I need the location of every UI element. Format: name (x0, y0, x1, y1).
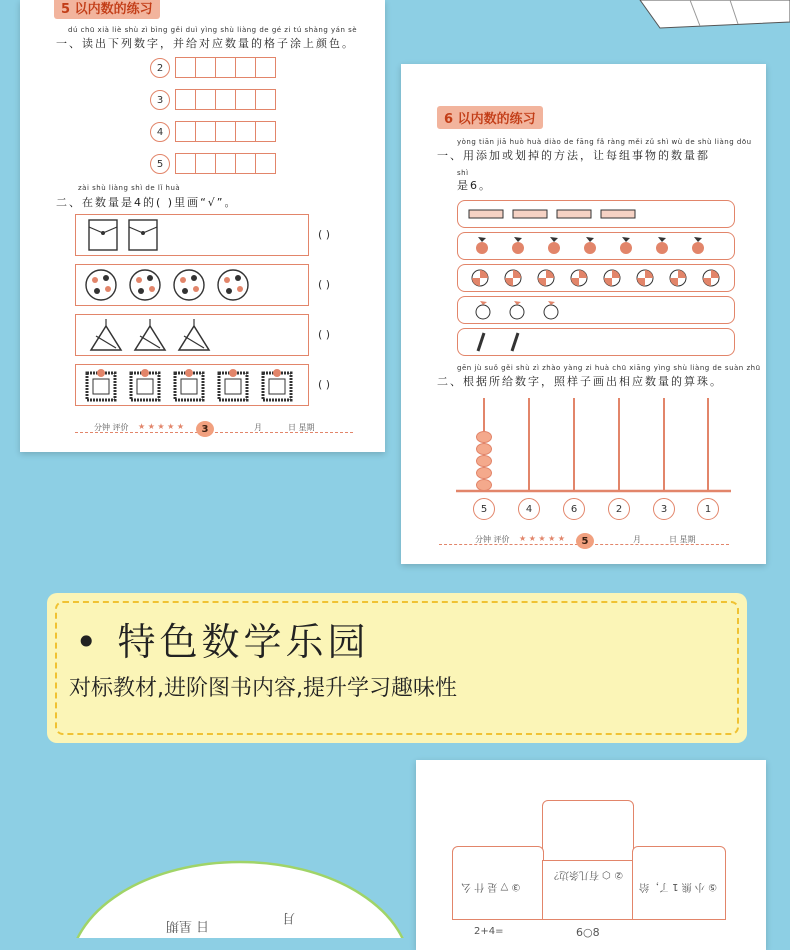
number-circle: 4 (150, 122, 170, 142)
fruit-icon (508, 236, 528, 256)
answer-paren[interactable]: ( ) (318, 228, 331, 241)
envelope-icon (128, 219, 158, 251)
q2-text: 二、在数量是4的( )里画“√”。 (56, 196, 238, 209)
ball-icon (536, 268, 556, 288)
abacus-rods (456, 394, 736, 494)
color-grid[interactable] (175, 89, 276, 110)
footer-stars: ★ ★ ★ ★ ★ (138, 422, 185, 431)
page-number: 5 (576, 533, 594, 549)
abacus-number: 5 (473, 498, 495, 520)
q1-pinyin: dú chū xià liè shù zì bìng gěi duì yìng shù liàng de gé zi tú shàng yán sè (68, 26, 358, 34)
bear-frame-icon (128, 368, 162, 402)
q1-pinyin: yòng tiān jiā huò huà diào de fāng fǎ ràng měi zǔ shì wù de shù liàng dōu (457, 138, 752, 146)
q2-text: 二、根据所给数字，照样子画出相应数量的算珠。 (437, 375, 723, 388)
page-title: 5 以内数的练习 (54, 0, 160, 19)
card-left (452, 846, 544, 920)
card-text: ⑤ 小 熊 1 了，给 (639, 881, 718, 892)
fruit-icon (688, 236, 708, 256)
ball-icon (503, 268, 523, 288)
corner-paper-decoration (630, 0, 790, 30)
card-text: 6○8 (576, 926, 600, 939)
row-erasers[interactable] (457, 200, 735, 228)
number-circle: 3 (150, 90, 170, 110)
triangle-instrument-icon (88, 318, 124, 352)
color-grid[interactable] (175, 121, 276, 142)
ball-icon (602, 268, 622, 288)
number-circle: 2 (150, 58, 170, 78)
q1-pinyin-2: shì (457, 169, 469, 177)
eraser-icon (512, 208, 548, 220)
q2-pinyin: zài shù liàng shì de lǐ huà (78, 184, 181, 192)
abacus-number: 4 (518, 498, 540, 520)
ball-icon (701, 268, 721, 288)
abacus-number: 6 (563, 498, 585, 520)
feature-banner (47, 593, 747, 743)
footer-month: 月 (633, 535, 641, 544)
triangle-instrument-icon (132, 318, 168, 352)
pencil-icon (508, 331, 522, 353)
envelope-icon (88, 219, 118, 251)
bear-frame-icon (216, 368, 250, 402)
answer-paren[interactable]: ( ) (318, 378, 331, 391)
row-pencils[interactable] (457, 328, 735, 356)
banner-subtitle: 对标教材,进阶图书内容,提升学习趣味性 (69, 676, 457, 701)
color-grid[interactable] (175, 153, 276, 174)
row-fruits[interactable] (457, 232, 735, 260)
eraser-icon (600, 208, 636, 220)
fruit-icon (472, 236, 492, 256)
round-page-decoration (60, 860, 420, 938)
answer-paren[interactable]: ( ) (318, 278, 331, 291)
heart-ball-icon (84, 268, 118, 302)
fruit-icon (580, 236, 600, 256)
apple-icon (506, 299, 528, 321)
footer-day-week: 日 星期 (669, 535, 696, 544)
bear-frame-icon (172, 368, 206, 402)
abacus-bead (476, 443, 492, 455)
round-page-month: 月 (282, 910, 296, 925)
bear-frame-icon (260, 368, 294, 402)
pencil-icon (474, 331, 488, 353)
eraser-icon (468, 208, 504, 220)
worksheet-page-cards (416, 760, 766, 950)
round-page-day-week: 日 星期 (166, 918, 210, 933)
ball-icon (635, 268, 655, 288)
q1-text: 一、用添加或划掉的方法，让每组事物的数量都 (437, 149, 710, 162)
bear-frame-icon (84, 368, 118, 402)
heart-ball-icon (128, 268, 162, 302)
card-middle (542, 860, 634, 920)
apple-icon (540, 299, 562, 321)
number-circle: 5 (150, 154, 170, 174)
ball-icon (668, 268, 688, 288)
footer-day-week: 日 星期 (288, 423, 315, 432)
q2-pinyin: gēn jù suǒ gěi shù zì zhào yàng zi huà chū xiāng yìng shù liàng de suàn zhū (457, 364, 761, 372)
footer-stars: ★ ★ ★ ★ ★ (519, 534, 566, 543)
triangle-instrument-icon (176, 318, 212, 352)
card-text: ② ⬡ 有几条边？ (549, 869, 624, 880)
ball-icon (569, 268, 589, 288)
abacus-bead (476, 455, 492, 467)
heart-ball-icon (172, 268, 206, 302)
q1-text: 一、读出下列数字，并给对应数量的格子涂上颜色。 (56, 37, 355, 50)
row-apples[interactable] (457, 296, 735, 324)
eraser-icon (556, 208, 592, 220)
page-title: 6 以内数的练习 (437, 106, 543, 129)
card-text: ③ ▽ 是 什 么 (461, 881, 521, 892)
q1-text-2: 是6。 (457, 179, 492, 192)
abacus-number: 2 (608, 498, 630, 520)
abacus-bead (476, 467, 492, 479)
fruit-icon (544, 236, 564, 256)
fruit-icon (616, 236, 636, 256)
answer-row-envelopes (75, 214, 309, 256)
abacus-number: 3 (653, 498, 675, 520)
page-number: 3 (196, 421, 214, 437)
row-balls[interactable] (457, 264, 735, 292)
answer-row-balls (75, 264, 309, 306)
footer-minutes-rating: 分钟 评价 (475, 535, 510, 544)
answer-row-triangles (75, 314, 309, 356)
worksheet-page-5 (401, 64, 766, 564)
abacus-number: 1 (697, 498, 719, 520)
abacus-bead (476, 431, 492, 443)
card-text: 2+4= (474, 926, 504, 937)
abacus-bead (476, 479, 492, 491)
ball-icon (470, 268, 490, 288)
color-grid[interactable] (175, 57, 276, 78)
banner-title: • 特色数学乐园 (75, 620, 370, 664)
fruit-icon (652, 236, 672, 256)
footer-minutes-rating: 分钟 评价 (94, 423, 129, 432)
heart-ball-icon (216, 268, 250, 302)
apple-icon (472, 299, 494, 321)
answer-paren[interactable]: ( ) (318, 328, 331, 341)
card-right (632, 846, 726, 920)
worksheet-page-3 (20, 0, 385, 452)
answer-row-frames (75, 364, 309, 406)
footer-month: 月 (254, 423, 262, 432)
